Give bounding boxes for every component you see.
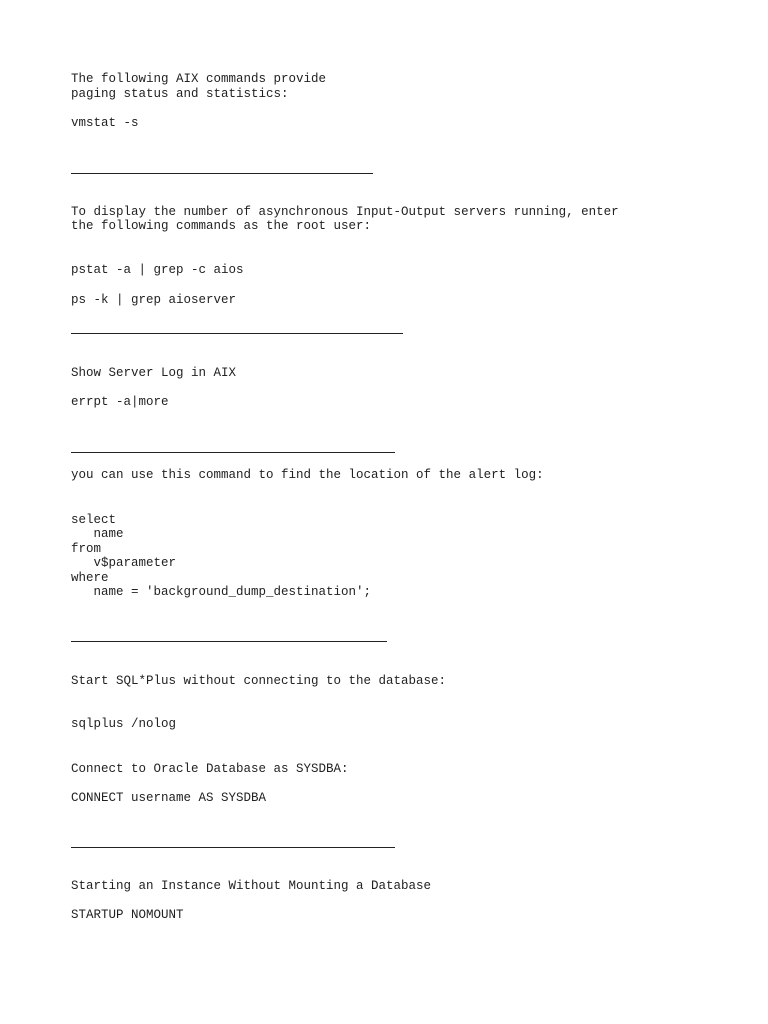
- sqlplus-intro: Start SQL*Plus without connecting to the database:: [71, 674, 447, 688]
- aio-intro-line-1: To display the number of asynchronous Input-Output servers running, enter: [71, 205, 619, 219]
- connect-command: CONNECT username AS SYSDBA: [71, 791, 267, 805]
- paging-intro-line-2: paging status and statistics:: [71, 87, 289, 101]
- startup-nomount-command: STARTUP NOMOUNT: [71, 908, 184, 922]
- aio-intro-line-2: the following commands as the root user:: [71, 219, 372, 233]
- sqlplus-command: sqlplus /nolog: [71, 717, 177, 731]
- divider-5: [71, 847, 395, 848]
- sql-line-name: name: [71, 527, 124, 541]
- alert-log-intro: you can use this command to find the location of the alert log:: [71, 468, 544, 482]
- vmstat-command: vmstat -s: [71, 116, 139, 130]
- sql-line-parameter: v$parameter: [71, 556, 177, 570]
- divider-3: [71, 452, 395, 453]
- server-log-heading: Show Server Log in AIX: [71, 366, 237, 380]
- ps-command: ps -k | grep aioserver: [71, 293, 237, 307]
- paging-intro-line-1: The following AIX commands provide: [71, 72, 327, 86]
- sql-line-from: from: [71, 542, 102, 556]
- divider-4: [71, 641, 387, 642]
- divider-2: [71, 333, 403, 334]
- sysdba-heading: Connect to Oracle Database as SYSDBA:: [71, 762, 349, 776]
- sql-line-where: where: [71, 571, 109, 585]
- pstat-command: pstat -a | grep -c aios: [71, 263, 244, 277]
- sql-line-condition: name = 'background_dump_destination';: [71, 585, 372, 599]
- sql-line-select: select: [71, 513, 117, 527]
- errpt-command: errpt -a|more: [71, 395, 169, 409]
- divider-1: [71, 173, 373, 174]
- nomount-heading: Starting an Instance Without Mounting a Database: [71, 879, 432, 893]
